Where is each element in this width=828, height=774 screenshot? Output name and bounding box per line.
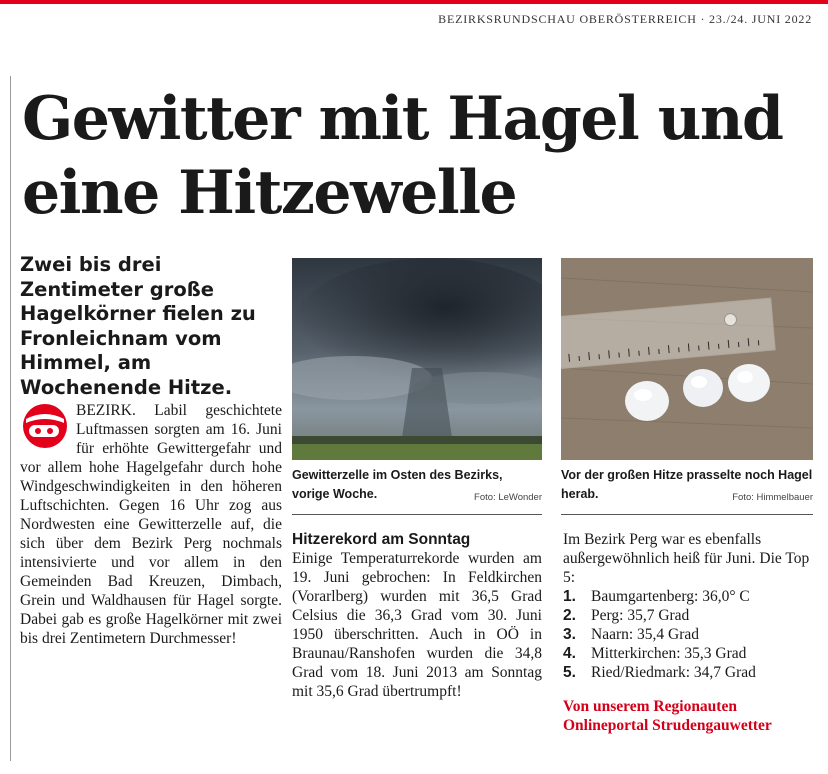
caption-rule-2 <box>561 514 813 515</box>
list-item <box>563 587 813 606</box>
top-rule <box>0 0 828 4</box>
list-rank: 4. <box>563 645 576 662</box>
storm-cell-photo <box>292 258 542 460</box>
list-item <box>563 606 813 625</box>
top5-list <box>563 587 813 682</box>
photo2-caption-text: Vor der großen Hitze prasselte noch Hagel herab. <box>561 468 813 501</box>
regionaut-logo-icon <box>20 403 70 449</box>
list-rank: 5. <box>563 664 576 681</box>
perg-top5-section <box>563 530 813 735</box>
photo1-credit: Foto: LeWonder <box>474 492 542 503</box>
list-item <box>563 625 813 644</box>
article-body <box>20 401 282 648</box>
list-text: Baumgartenberg: 36,0° C <box>591 588 750 605</box>
lead-paragraph: Zwei bis drei Zentimeter große Hagelkörner fielen zu Fronleichnam vom Himmel, am Wochenende Hitze. <box>20 253 256 399</box>
section-heading: Hitzerekord am Sonntag <box>292 531 471 548</box>
list-item <box>563 663 813 682</box>
hailstones-photo <box>561 258 813 460</box>
column-rule <box>10 76 11 761</box>
photo2-caption <box>561 466 813 507</box>
section-text: Einige Temperaturrekorde wurden am 19. Juni gebrochen: In Feldkirchen (Vorarlberg) wurden mit 36,5 Grad Celsius die 36,3 Grad vom 30. Juni 1950 überschritten. Auch in OÖ in Braunau/Ranshofen wurden die 34,8 Grad vom 18. Juni 2013 am Sonntag mit 35,6 Grad übertrumpft! <box>292 550 542 700</box>
list-text: Mitterkirchen: 35,3 Grad <box>591 645 747 662</box>
top5-intro: Im Bezirk Perg war es ebenfalls außergewöhnlich heiß für Juni. Die Top 5: <box>563 531 810 586</box>
caption-rule-1 <box>292 514 542 515</box>
source-note: Von unserem Regionauten Onlineportal Strudengauwetter <box>563 698 772 734</box>
list-rank: 2. <box>563 607 576 624</box>
headline: Gewitter mit Hagel und eine Hitzewelle <box>22 84 783 228</box>
list-item <box>563 644 813 663</box>
dateline: BEZIRK. <box>76 402 136 419</box>
article-text: Labil geschichtete Luftmassen sorgten am 16. Juni für erhöhte Gewittergefahr und vor allem hohe Hagelgefahr durch hohe Windgeschwindigkeiten in den höheren Luftschichten. Gegen 16 Uhr zog aus Nordwesten eine Gewitterzelle auf, die sich über dem Bezirk Perg nochmals intensivierte und vor allem in den Gemeinden Bad Kreuzen, Dimbach, Grein und Waldhausen für Hagel sorgte. Dabei gab es große Hagelkörner mit zwei bis drei Zentimetern Durchmesser! <box>20 402 282 647</box>
photo1-caption <box>292 466 542 507</box>
list-rank: 3. <box>563 626 576 643</box>
list-text: Perg: 35,7 Grad <box>591 607 690 624</box>
photo1-caption-text: Gewitterzelle im Osten des Bezirks, vorige Woche. <box>292 468 503 501</box>
masthead: BEZIRKSRUNDSCHAU OBERÖSTERREICH · 23./24. JUNI 2022 <box>438 12 812 26</box>
heat-record-section <box>292 530 542 701</box>
list-rank: 1. <box>563 588 576 605</box>
list-text: Ried/Riedmark: 34,7 Grad <box>591 664 756 681</box>
photo2-credit: Foto: Himmelbauer <box>732 492 813 503</box>
list-text: Naarn: 35,4 Grad <box>591 626 700 643</box>
